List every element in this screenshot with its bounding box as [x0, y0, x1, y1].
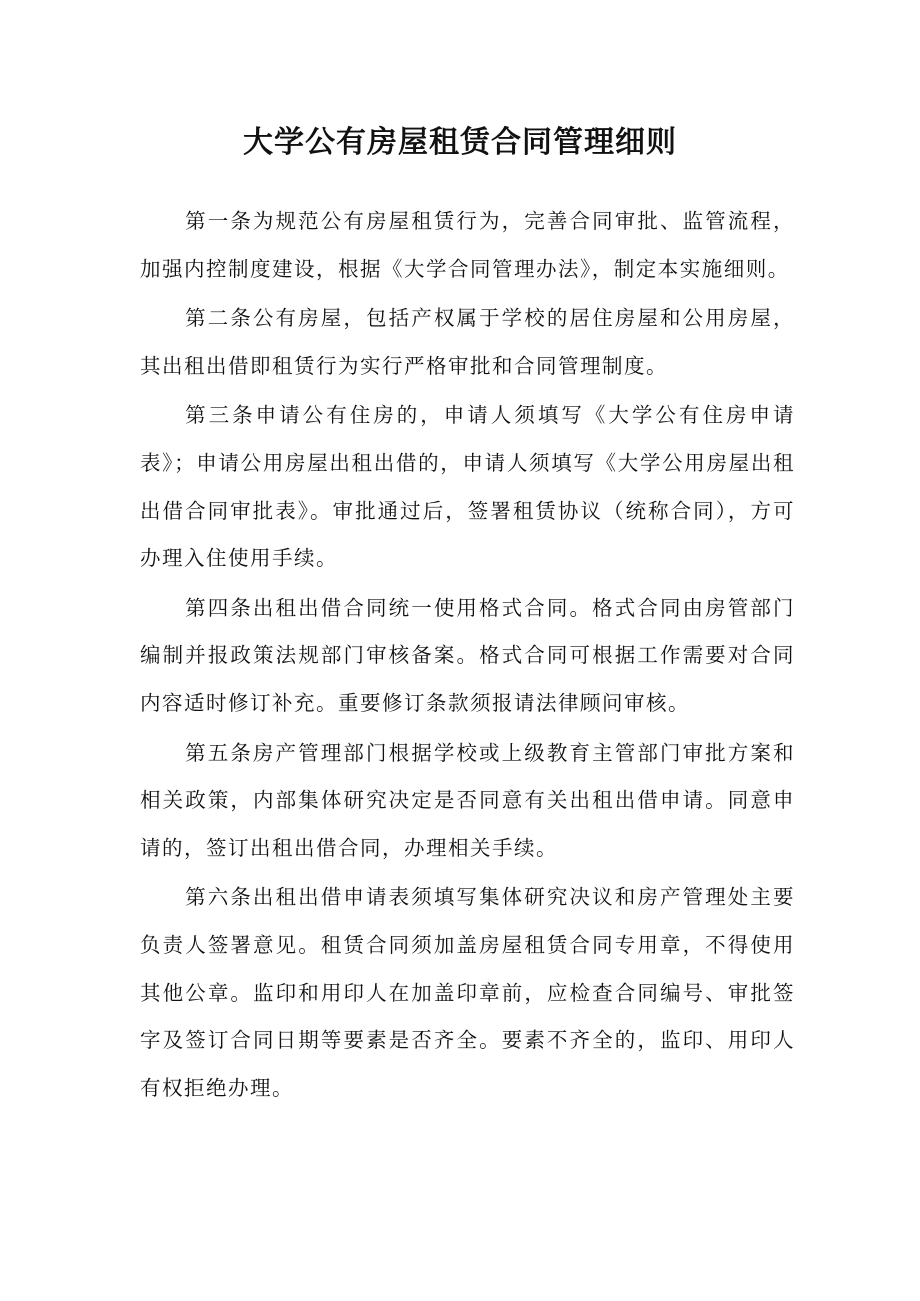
- document-body: [140, 198, 795, 1114]
- article-6-paragraph: 第六条出租出借申请表须填写集体研究决议和房产管理处主要负责人签署意见。租赁合同须加盖房屋租赁合同专用章，不得使用其他公章。监印和用印人在加盖印章前，应检查合同编号、审批签字及签订合同日期等要素是否齐全。要素不齐全的，监印、用印人有权拒绝办理。: [140, 885, 795, 1100]
- document-title: 大学公有房屋租赁合同管理细则: [243, 125, 677, 160]
- article-3-paragraph: 第三条申请公有住房的，申请人须填写《大学公有住房申请表》；申请公用房屋出租出借的，申请人须填写《大学公用房屋出租出借合同审批表》。审批通过后，签署租赁协议（统称合同），方可办理入住使用手续。: [140, 403, 795, 571]
- article-5-paragraph: 第五条房产管理部门根据学校或上级教育主管部门审批方案和相关政策，内部集体研究决定是否同意有关出租出借申请。同意申请的，签订出租出借合同，办理相关手续。: [140, 740, 795, 860]
- article-1-paragraph: 第一条为规范公有房屋租赁行为，完善合同审批、监管流程，加强内控制度建设，根据《大学合同管理办法》，制定本实施细则。: [140, 209, 795, 281]
- article-4-paragraph: 第四条出租出借合同统一使用格式合同。格式合同由房管部门编制并报政策法规部门审核备案。格式合同可根据工作需要对合同内容适时修订补充。重要修订条款须报请法律顾问审核。: [140, 595, 795, 715]
- article-2-paragraph: 第二条公有房屋，包括产权属于学校的居住房屋和公用房屋，其出租出借即租赁行为实行严格审批和合同管理制度。: [140, 306, 795, 378]
